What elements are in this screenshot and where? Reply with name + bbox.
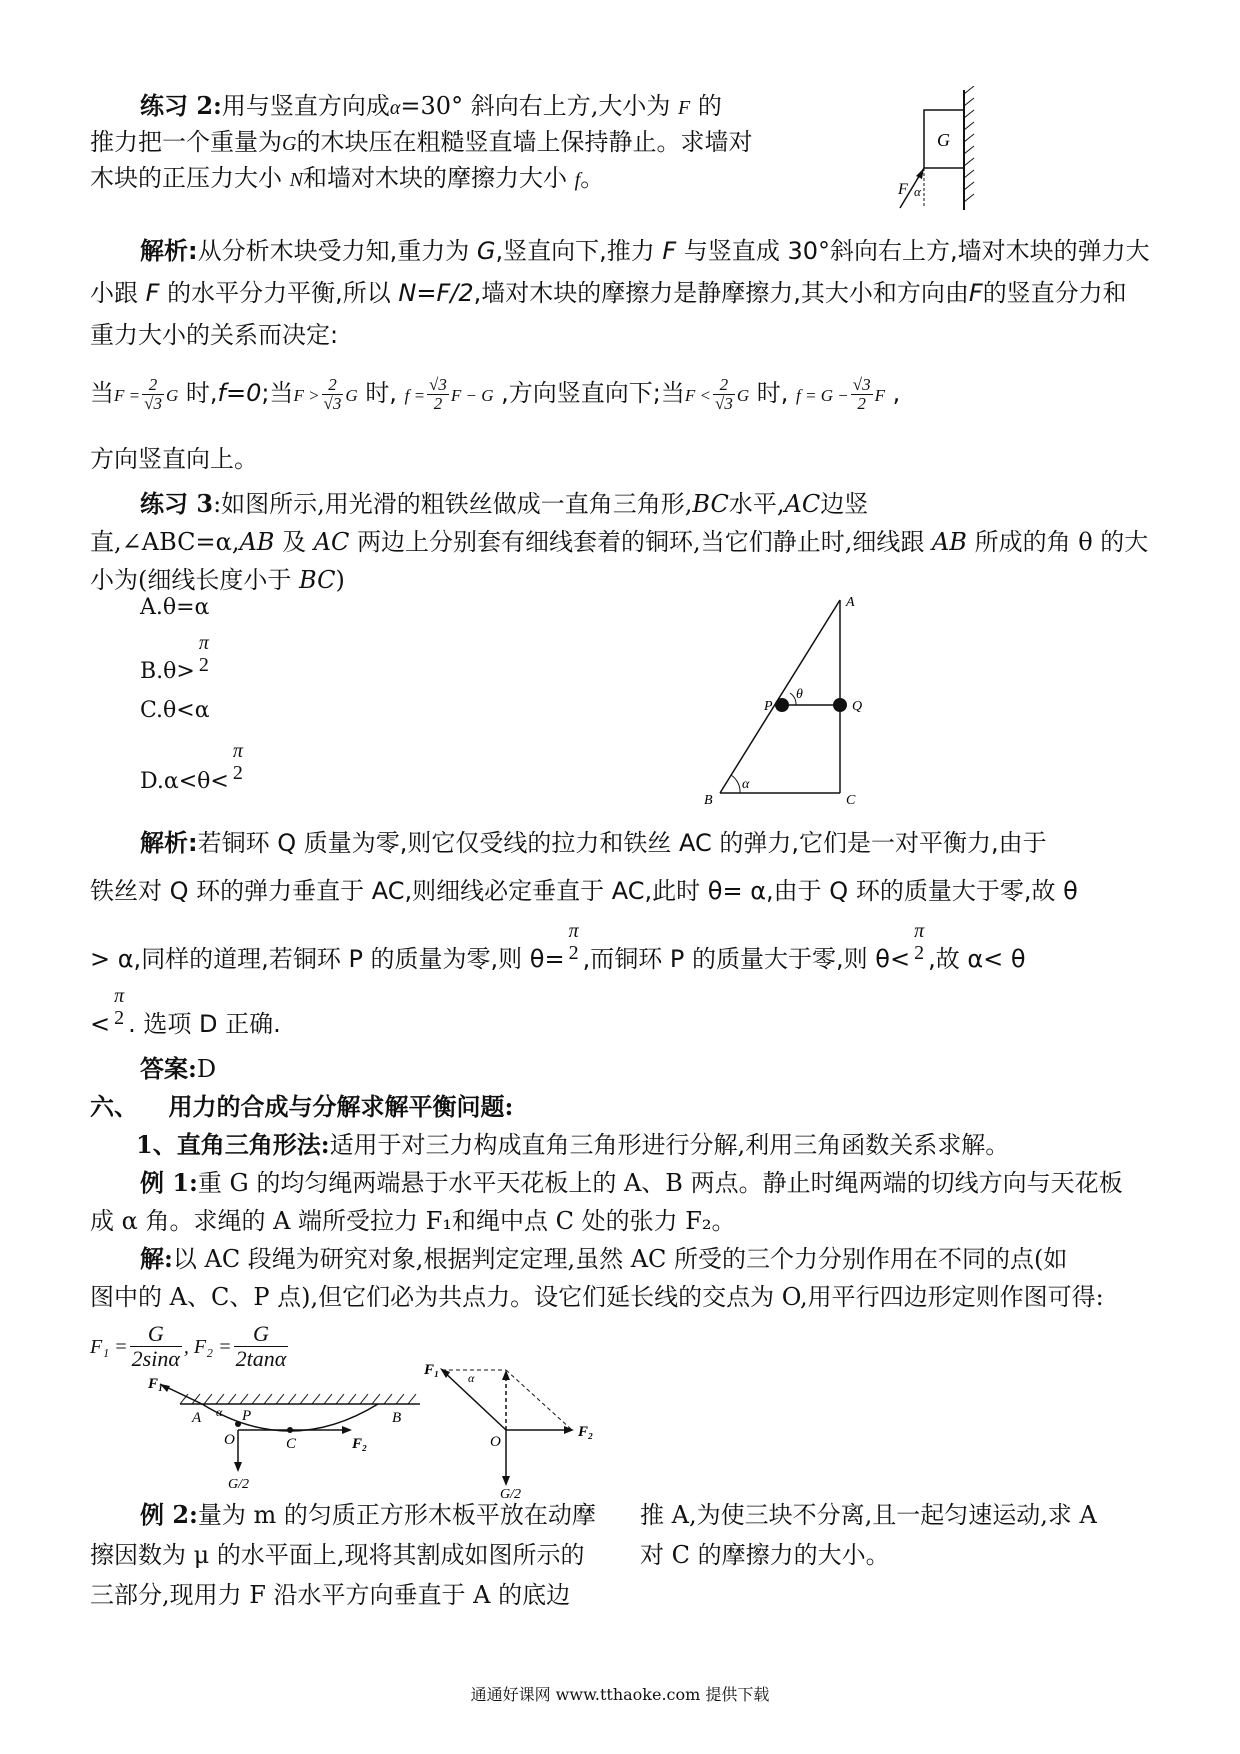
option-a: A.θ=α (140, 595, 210, 620)
option-b: B.θ> π 2 (140, 632, 209, 684)
theta-label: θ (796, 687, 803, 702)
option-d: D.α<θ< π 2 (140, 740, 243, 794)
f1-label: F₁ (148, 1378, 164, 1392)
f1-label-2: F₁ (424, 1362, 440, 1378)
example-2-left-line2: 擦因数为 μ 的水平面上,现将其割成如图所示的 (90, 1541, 585, 1569)
point-b-label: B (392, 1410, 402, 1426)
push-arrowhead (916, 168, 924, 179)
f2-label-2: F₂ (578, 1424, 594, 1440)
solution-2-conditions: 当F = $\frac{2}{√3}$ G 时,f=0;当F > $\frac{2}{√3}$ G 时, f = $\frac{√3}{2}$ F − G ,方向竖直向下;当F < $\frac{2}{√3}$ G 时, f = G − $\frac{√3}{2}$ F , (90, 374, 901, 413)
example-2-right-line2: 对 C 的摩擦力的大小。 (640, 1541, 890, 1569)
solution-3-line4: < π 2 . 选项 D 正确. (90, 985, 281, 1038)
block-label: G (937, 130, 950, 150)
example-1-solution-line2: 图中的 A、C、P 点),但它们必为共点力。设它们延长线的交点为 O,用平行四边形定则作图可得: (90, 1283, 1104, 1311)
rope-alpha-label: α (216, 1405, 223, 1419)
angle-label: α (914, 184, 921, 199)
ring-p-label: P (764, 699, 773, 714)
exercise-3: 练习 3:如图所示,用光滑的粗铁丝做成一直角三角形,BC水平,AC边竖直,∠ABC=α,AB 及 AC 两边上分别套有细线套着的铜环,当它们静止时,细线跟 AB 所成的角 θ 的大小为(细线长度小于 BC) (90, 489, 1149, 594)
ring-p (775, 698, 789, 712)
example-1-line2: 成 α 角。求绳的 A 端所受拉力 F₁和绳中点 C 处的张力 F₂。 (90, 1207, 736, 1235)
exercise-2-label: 练习 2: (140, 91, 222, 120)
point-o-label-2: O (490, 1434, 501, 1450)
point-a-label: A (192, 1410, 202, 1426)
g2-label: G/2 (228, 1477, 249, 1490)
example-1: 例 1:重 G 的均匀绳两端悬于水平天花板上的 A、B 两点。静止时绳两端的切线方向与天花板 (140, 1168, 1123, 1197)
method-1: 1、直角三角形法:适用于对三力构成直角三角形进行分解,利用三角函数关系求解。 (136, 1130, 1010, 1159)
f2-label: F₂ (352, 1436, 368, 1452)
ring-q (833, 698, 847, 712)
point-p-label: P (242, 1408, 252, 1424)
g2-label-2: G/2 (500, 1487, 521, 1500)
triangle-figure (690, 590, 880, 810)
exercise-2: 练习 2:用与竖直方向成α=30° 斜向右上方,大小为 F 的 (140, 91, 722, 120)
solution-2: 解析:从分析木块受力知,重力为 G,竖直向下,推力 F 与竖直成 30°斜向右上方,墙对木块的弹力大小跟 F 的水平分力平衡,所以 N=F/2,墙对木块的摩擦力是静摩擦力,其大小和方向由F的竖直分力和重力大小的关系而决定: (90, 237, 1150, 349)
force-parallelogram-figure (420, 1360, 620, 1500)
alpha-label: α (742, 777, 750, 792)
exercise-2-line3: 木块的正压力大小 N和墙对木块的摩擦力大小 f。 (90, 164, 605, 192)
solution-3-line1: 解析:若铜环 Q 质量为零,则它仅受线的拉力和铁丝 AC 的弹力,它们是一对平衡力,由于 (140, 829, 1047, 857)
solution-3-line3: > α,同样的道理,若铜环 P 的质量为零,则 θ= π 2 ,而铜环 P 的质量大于零,则 θ< π 2 ,故 α< θ (90, 920, 1026, 973)
vertex-c-label: C (846, 793, 856, 808)
vertex-b-label: B (704, 793, 713, 808)
example-2-left: 例 2:量为 m 的匀质正方形木板平放在动摩 (140, 1500, 596, 1529)
rope-figure (140, 1378, 430, 1490)
wall-block-figure (880, 86, 1000, 216)
page-footer: 通通好课网 www.tthaoke.com 提供下载 (470, 1685, 770, 1704)
point-o-label: O (224, 1432, 235, 1448)
exercise-2-line2: 推力把一个重量为G的木块压在粗糙竖直墙上保持静止。求墙对 (90, 128, 753, 156)
example-1-formula: F₁ = $\frac{G}{2\sin\alpha}$ , F₂ = $\frac{G}{2\tan\alpha}$ (90, 1321, 287, 1371)
alpha-label-2: α (468, 1371, 475, 1385)
answer: 答案:D (140, 1054, 217, 1083)
solution-2-end: 方向竖直向上。 (90, 445, 258, 473)
example-1-solution: 解:以 AC 段绳为研究对象,根据判定定理,虽然 AC 所受的三个力分别作用在不同的点(如 (140, 1244, 1068, 1273)
solution-3-line2: 铁丝对 Q 环的弹力垂直于 AC,则细线必定垂直于 AC,此时 θ= α,由于 Q 环的质量大于零,故 θ (90, 877, 1078, 905)
point-c-label: C (286, 1436, 297, 1452)
ring-q-label: Q (852, 699, 863, 714)
vertex-a-label: A (846, 595, 855, 610)
option-c: C.θ<α (140, 698, 210, 723)
section-6-heading: 六、 用力的合成与分解求解平衡问题: (90, 1092, 514, 1121)
example-2-left-line3: 三部分,现用力 F 沿水平方向垂直于 A 的底边 (90, 1581, 571, 1609)
example-2-right: 推 A,为使三块不分离,且一起匀速运动,求 A (640, 1501, 1097, 1529)
force-label: F (898, 181, 908, 198)
